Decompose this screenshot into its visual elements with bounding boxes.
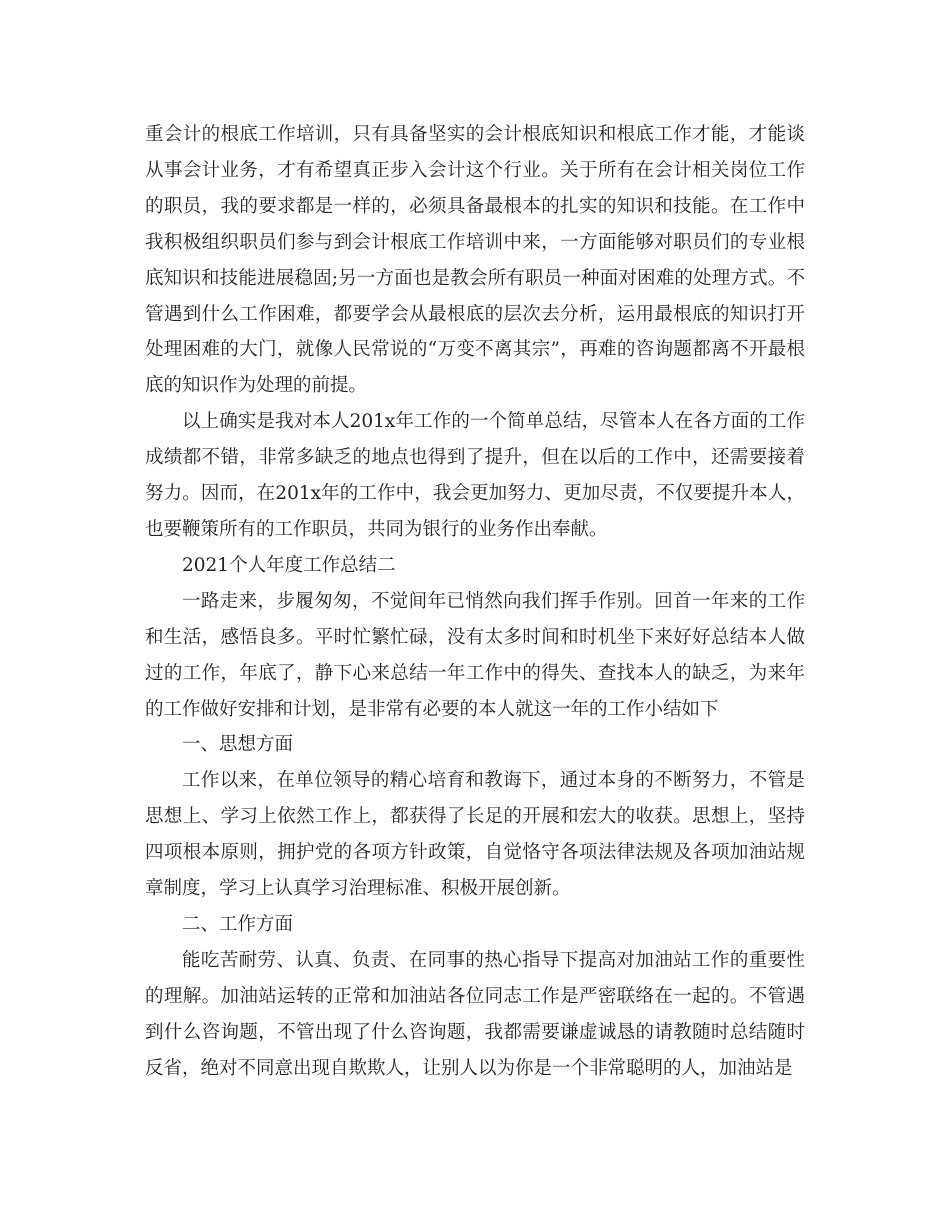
heading-thought: 一、思想方面 [182, 734, 294, 756]
paragraph-thought: 工作以来，在单位领导的精心培育和教诲下，通过本身的不断努力，不管是思想上、学习上依然工作上，都获得了长足的开展和宏大的收获。思想上，坚持四项根本原则，拥护党的各项方针政策，自觉恪守各项法律法规及各项加油站规章制度，学习上认真学习治理标准、积极开展创新。 [145, 770, 805, 900]
paragraph-summary: 以上确实是我对本人201x年工作的一个简单总结，尽管本人在各方面的工作成绩都不错，非常多缺乏的地点也得到了提升，但在以后的工作中，还需要接着努力。因而，在201x年的工作中，我会更加努力、更加尽责，不仅要提升本人，也要鞭策所有的工作职员，共同为银行的业务作出奉献。 [145, 411, 805, 540]
paragraph-intro: 一路走来，步履匆匆，不觉间年已悄然向我们挥手作别。回首一年来的工作和生活，感悟良多。平时忙繁忙碌，没有太多时间和时机坐下来好好总结本人做过的工作，年底了，静下心来总结一年工作中的得失、查找本人的缺乏，为来年的工作做好安排和计划，是非常有必要的本人就这一年的工作小结如下 [145, 590, 805, 720]
section-title: 2021个人年度工作总结二 [182, 554, 396, 576]
paragraph-work: 能吃苦耐劳、认真、负责、在同事的热心指导下提高对加油站工作的重要性的理解。加油站运转的正常和加油站各位同志工作是严密联络在一起的。不管遇到什么咨询题，不管出现了什么咨询题，我都需要谦虚诚恳的请教随时总结随时反省，绝对不同意出现自欺欺人，让别人以为你是一个非常聪明的人，加油站是 [145, 949, 805, 1079]
heading-work: 二、工作方面 [182, 913, 294, 935]
paragraph-continuation: 重会计的根底工作培训，只有具备坚实的会计根底知识和根底工作才能，才能谈从事会计业务，才有希望真正步入会计这个行业。关于所有在会计相关岗位工作的职员，我的要求都是一样的，必须具备最根本的扎实的知识和技能。在工作中我积极组织职员们参与到会计根底工作培训中来，一方面能够对职员们的专业根底知识和技能进展稳固;另一方面也是教会所有职员一种面对困难的处理方式。不管遇到什么工作困难，都要学会从最根底的层次去分析，运用最根底的知识打开处理困难的大门，就像人民常说的“万变不离其宗”，再难的咨询题都离不开最根底的知识作为处理的前提。 [145, 124, 805, 397]
document-body [145, 117, 805, 1086]
